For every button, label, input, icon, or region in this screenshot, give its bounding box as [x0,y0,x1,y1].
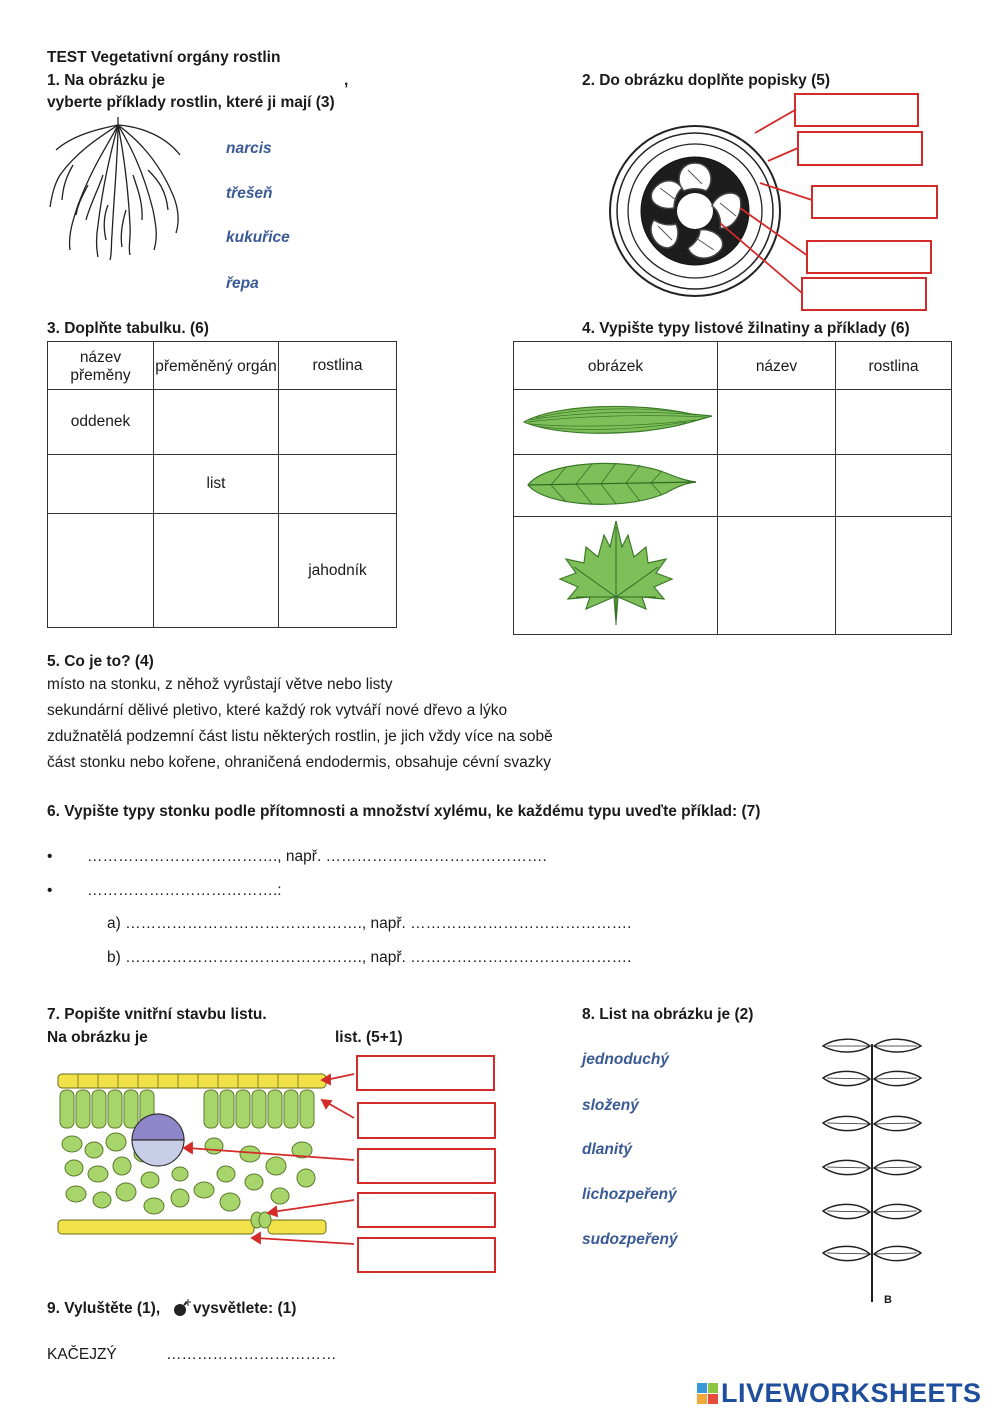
palmate-vein-leaf-image [516,517,716,629]
q2-label-box-1[interactable] [794,93,919,127]
q8-option-slozeny[interactable]: složený [582,1097,639,1114]
q8-option-sudozpereny[interactable]: sudozpeřený [582,1231,678,1248]
q4-cell-r1-nazev[interactable] [718,390,836,455]
q4-header-obrazek: obrázek [514,342,718,390]
q2-label-box-3[interactable] [811,185,938,219]
q4-cell-r3-rostlina[interactable] [836,517,952,635]
q3-cell-r2c1[interactable] [48,455,154,514]
q7-label-box-5[interactable] [357,1237,496,1273]
q1-line1: 1. Na obrázku je [47,72,166,89]
q7-line2b: list. (5+1) [335,1029,403,1046]
q8-option-jednoduchy[interactable]: jednoduchý [582,1051,669,1068]
q4-cell-r2-nazev[interactable] [718,455,836,517]
root-system-image [48,115,188,260]
q5-line-3[interactable]: zdužnatělá podzemní část listu některých rostlin, je jich vždy více na sobě [47,728,553,745]
q1-option-repa[interactable]: řepa [226,275,259,292]
compound-leaf-image [817,1034,927,1309]
q6-bullet-1[interactable]: ………………………………., např. ……………………………………. [87,848,547,865]
brand-text: LIVEWORKSHEETS [721,1378,982,1408]
q7-label-box-2[interactable] [357,1102,496,1139]
q5-line-2[interactable]: sekundární dělivé pletivo, které každý rok vytváří nové dřevo a lýko [47,702,508,719]
q3-cell-r3c3: jahodník [279,514,397,628]
q6-bullet-2-icon: • [47,882,53,899]
q6-title: 6. Vypište typy stonku podle přítomnosti a množství xylému, ke každému typu uveďte příklad: (7) [47,803,761,820]
parallel-vein-leaf-image [516,392,716,448]
q4-title: 4. Vypište typy listové žilnatiny a příklady (6) [582,320,910,337]
q3-header-nazev: název přeměny [48,342,154,390]
q9-title-a: 9. Vyluštěte (1), [47,1300,161,1317]
q9-answer[interactable]: …………………………… [166,1346,337,1363]
q2-label-box-2[interactable] [797,131,923,166]
q1-comma: , [344,72,349,89]
q4-image-cell-2 [514,455,718,517]
q3-cell-r1c2[interactable] [154,390,279,455]
q1-option-narcis[interactable]: narcis [226,140,272,157]
q2-title: 2. Do obrázku doplňte popisky (5) [582,72,831,89]
q6-sub-a[interactable]: a) ………………………………………., např. ……………………………………. [107,915,632,932]
q8-title: 8. List na obrázku je (2) [582,1006,754,1023]
q6-bullet-2[interactable]: ……………………………….: [87,882,282,899]
q3-header-rostlina: rostlina [279,342,397,390]
q4-image-cell-1 [514,390,718,455]
logo-tiles [697,1383,718,1404]
q8-option-dlanity[interactable]: dlanitý [582,1141,632,1158]
q3-cell-r3c1[interactable] [48,514,154,628]
q9-title-b: vysvětlete: (1) [193,1300,297,1317]
q1-option-kukurice[interactable]: kukuřice [226,229,290,246]
q3-title: 3. Doplňte tabulku. (6) [47,320,209,337]
q3-cell-r1c3[interactable] [279,390,397,455]
q5-line-4[interactable]: část stonku nebo kořene, ohraničená endodermis, obsahuje cévní svazky [47,754,552,771]
q5-title: 5. Co je to? (4) [47,653,154,670]
q7-title: 7. Popište vnitřní stavbu listu. [47,1006,267,1023]
q4-table [513,341,952,635]
q3-table [47,341,397,628]
pinnate-vein-leaf-image [516,455,716,511]
bomb-icon-graphic [172,1298,192,1318]
q7-label-box-1[interactable] [356,1055,495,1091]
q2-label-box-4[interactable] [806,240,932,274]
q3-header-organ: přeměněný orgán [154,342,279,390]
q1-line2: vyberte příklady rostlin, které ji mají (3) [47,94,335,111]
q9-word: KAČEJZÝ [47,1346,117,1363]
q8-option-lichozpereny[interactable]: lichozpeřený [582,1186,677,1203]
q7-label-box-3[interactable] [357,1148,496,1184]
q5-line-1[interactable]: místo na stonku, z něhož vyrůstají větve nebo listy [47,676,393,693]
q3-cell-r1c1: oddenek [48,390,154,455]
leaf-cross-section-diagram [54,1062,344,1262]
q2-label-box-5[interactable] [801,277,927,311]
q7-line2a: Na obrázku je [47,1029,148,1046]
q4-cell-r3-nazev[interactable] [718,517,836,635]
q4-image-cell-3 [514,517,718,635]
q6-bullet-1-icon: • [47,848,53,865]
liveworksheets-logo [697,1378,982,1409]
q3-cell-r2c3[interactable] [279,455,397,514]
q4-cell-r2-rostlina[interactable] [836,455,952,517]
q1-option-tresen[interactable]: třešeň [226,185,273,202]
bomb-icon [172,1298,192,1322]
q7-label-box-4[interactable] [357,1192,496,1228]
page-title: TEST Vegetativní orgány rostlin [47,49,281,66]
q3-cell-r2c2: list [154,455,279,514]
q4-cell-r1-rostlina[interactable] [836,390,952,455]
q4-header-rostlina: rostlina [836,342,952,390]
q4-header-nazev: název [718,342,836,390]
q3-cell-r3c2[interactable] [154,514,279,628]
q6-sub-b[interactable]: b) ………………………………………., např. ……………………………………. [107,949,632,966]
q8-figure-label: B [884,1294,892,1306]
